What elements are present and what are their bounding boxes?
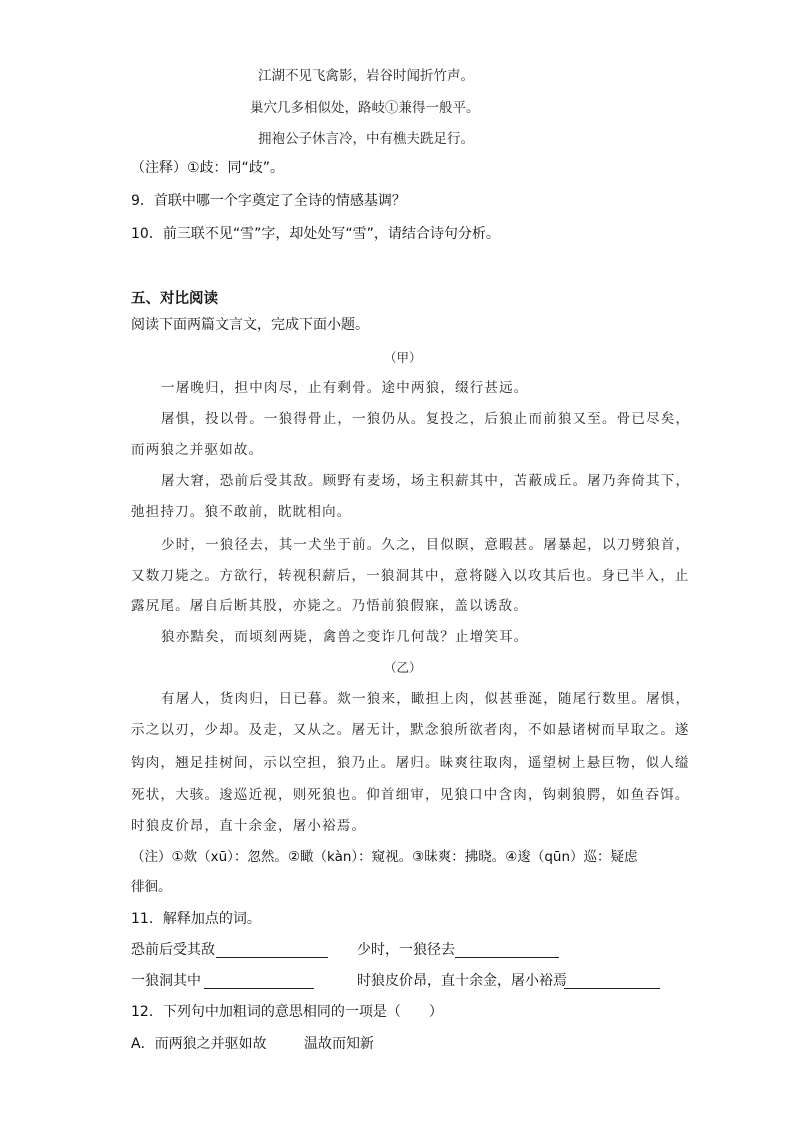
jia-paragraph-5: 狼亦黠矣，而顷刻两毙，禽兽之变诈几何哉？止增笑耳。 [161, 629, 529, 645]
q11-answer-blank-2[interactable] [455, 957, 559, 958]
q12-option-a-pair: 温故而知新 [304, 1036, 374, 1052]
jia-paragraph-1: 一屠晚归，担中肉尽，止有剩骨。途中两狼，缀行甚远。 [161, 380, 529, 396]
section-heading: 五、对比阅读 [131, 291, 218, 307]
question-11: 11．解释加点的词。 [131, 911, 261, 927]
passage-jia-title: （甲） [384, 350, 422, 365]
jia-paragraph-4c: 露尻尾。屠自后断其股，亦毙之。乃悟前狼假寐，盖以诱敌。 [131, 598, 528, 614]
passage-yi-title: （乙） [384, 660, 422, 675]
poem-line-1: 江湖不见飞禽影，岩谷时闻折竹声。 [258, 68, 474, 84]
q11-item-2: 少时，一狼径去 [357, 942, 455, 958]
jia-paragraph-2a: 屠惧，投以骨。一狼得骨止，一狼仍从。复投之，后狼止而前狼又至。骨已尽矣， [161, 411, 691, 427]
yi-paragraph-1c: 钩肉，翘足挂树间，示以空担，狼乃止。屠归。昧爽往取肉，遥望树上悬巨物，似人缢 [131, 755, 690, 771]
jia-paragraph-3a: 屠大窘，恐前后受其敌。顾野有麦场，场主积薪其中，苫蔽成丘。屠乃奔倚其下， [161, 473, 691, 489]
jia-paragraph-4a: 少时，一狼径去，其一犬坐于前。久之，目似瞑，意暇甚。屠暴起，以刀劈狼首， [161, 537, 691, 553]
q12-option-a[interactable]: A．而两狼之并驱如故 [131, 1036, 267, 1052]
jia-paragraph-3b: 弛担持刀。狼不敢前，眈眈相向。 [131, 504, 352, 520]
q11-item-3: 一狼洞其中 [131, 973, 201, 989]
question-10: 10．前三联不见“雪”字，却处处写“雪”，请结合诗句分析。 [131, 226, 500, 242]
q11-item-1: 恐前后受其敌 [131, 942, 215, 958]
passage-note-line-1: （注）①欻（xū）：忽然。②瞰（kàn）：窥视。③昧爽：拂晓。④逡（qūn）巡：疑虑 [131, 849, 638, 865]
yi-paragraph-1e: 时狼皮价昂，直十余金，屠小裕焉。 [131, 818, 367, 834]
poem-note: （注释）①歧：同“歧”。 [131, 160, 285, 176]
jia-paragraph-2b: 而两狼之并驱如故。 [131, 442, 264, 458]
q11-answer-blank-3[interactable] [204, 988, 314, 989]
question-9: 9．首联中哪一个字奠定了全诗的情感基调？ [131, 193, 406, 209]
yi-paragraph-1a: 有屠人，货肉归，日已暮。欻一狼来，瞰担上肉，似甚垂涎，随尾行数里。屠惧， [161, 691, 691, 707]
passage-note-line-2: 徘徊。 [131, 879, 172, 895]
poem-line-2: 巢穴几多相似处，路岐①兼得一般平。 [250, 100, 480, 116]
question-12: 12．下列句中加粗词的意思相同的一项是（ ） [131, 1004, 443, 1020]
q11-answer-blank-4[interactable] [564, 988, 660, 989]
yi-paragraph-1d: 死状，大骇。逡巡近视，则死狼也。仰首细审，见狼口中含肉，钩刺狼腭，如鱼吞饵。 [131, 787, 690, 803]
poem-line-3: 拥袍公子休言冷，中有樵夫跣足行。 [258, 131, 474, 147]
q11-answer-blank-1[interactable] [216, 957, 328, 958]
yi-paragraph-1b: 示之以刃，少却。及走，又从之。屠无计，默念狼所欲者肉，不如悬诸树而早取之。遂 [131, 722, 690, 738]
section-instruction: 阅读下面两篇文言文，完成下面小题。 [131, 317, 369, 333]
jia-paragraph-4b: 又数刀毙之。方欲行，转视积薪后，一狼洞其中，意将隧入以攻其后也。身已半入，止 [131, 568, 690, 584]
q11-item-4: 时狼皮价昂，直十余金，屠小裕焉 [357, 973, 567, 989]
